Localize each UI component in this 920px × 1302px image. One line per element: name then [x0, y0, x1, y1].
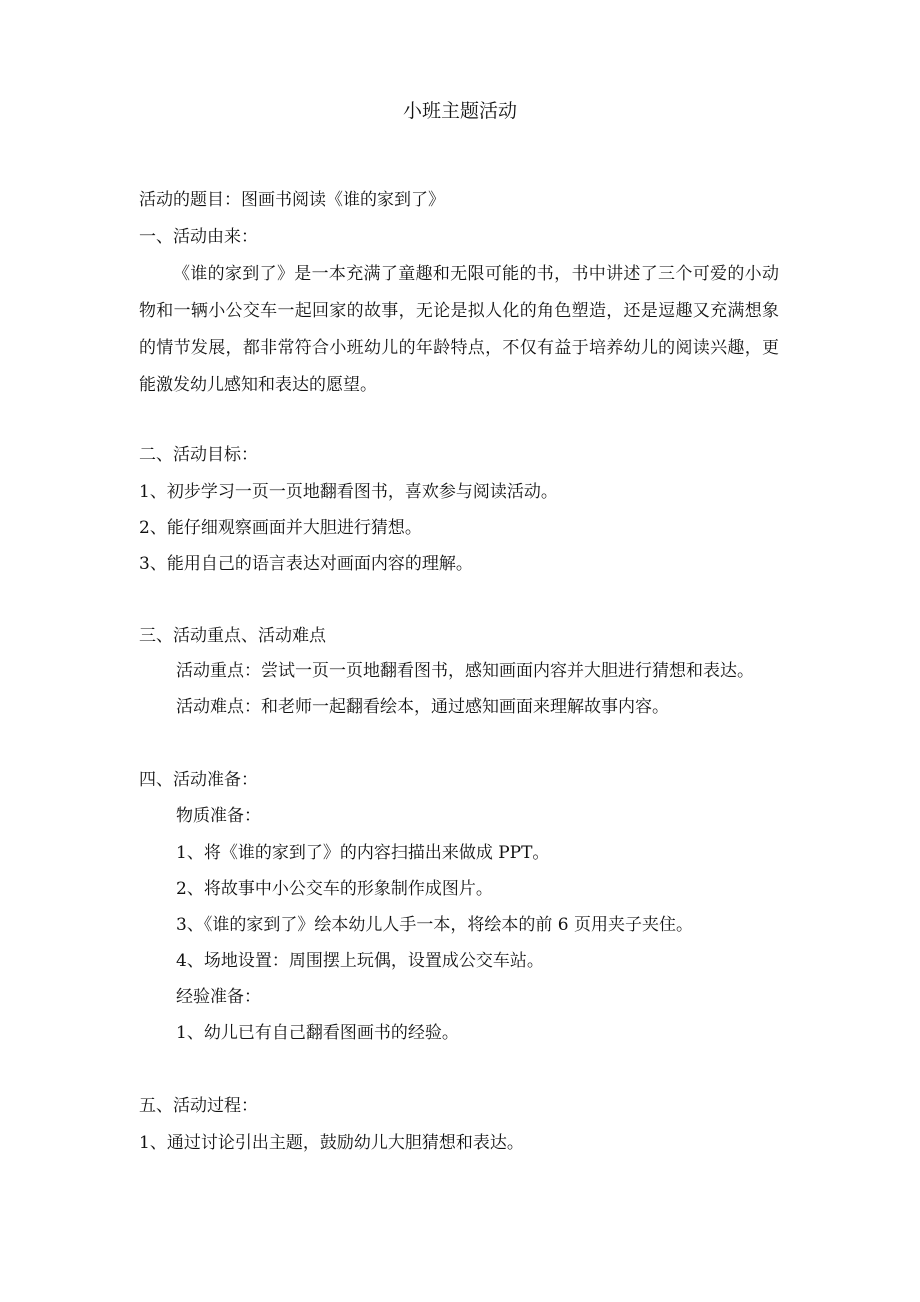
- process-item: 1、通过讨论引出主题，鼓励幼儿大胆猜想和表达。: [139, 1133, 524, 1153]
- goal-item: 2、能仔细观察画面并大胆进行猜想。: [139, 518, 422, 538]
- difficulty-point: 活动难点：和老师一起翻看绘本，通过感知画面来理解故事内容。: [176, 697, 669, 717]
- section-4-heading: 四、活动准备：: [139, 770, 258, 790]
- activity-topic: 活动的题目：图画书阅读《谁的家到了》: [139, 190, 445, 210]
- section-1-heading: 一、活动由来：: [139, 227, 258, 247]
- section-1-body: 《谁的家到了》是一本充满了童趣和无限可能的书，书中讲述了三个可爱的小动物和一辆小公交车一起回家的故事，无论是拟人化的角色塑造，还是逗趣又充满想象的情节发展，都非常符合小班幼儿的年龄特点，不仅有益于培养幼儿的阅读兴趣，更能激发幼儿感知和表达的愿望。: [139, 264, 779, 395]
- material-prep-heading: 物质准备：: [176, 806, 261, 826]
- section-2-heading: 二、活动目标：: [139, 445, 258, 465]
- material-item: 4、场地设置：周围摆上玩偶，设置成公交车站。: [176, 951, 544, 971]
- material-item: 1、将《谁的家到了》的内容扫描出来做成 PPT。: [176, 843, 550, 863]
- goal-item: 1、初步学习一页一页地翻看图书，喜欢参与阅读活动。: [139, 482, 558, 502]
- section-5-heading: 五、活动过程：: [139, 1096, 258, 1116]
- goal-item: 3、能用自己的语言表达对画面内容的理解。: [139, 554, 473, 574]
- material-item: 2、将故事中小公交车的形象制作成图片。: [176, 879, 493, 899]
- experience-item: 1、幼儿已有自己翻看图画书的经验。: [176, 1023, 459, 1043]
- experience-prep-heading: 经验准备：: [176, 987, 261, 1007]
- material-item: 3、《谁的家到了》绘本幼儿人手一本，将绘本的前 6 页用夹子夹住。: [176, 915, 693, 935]
- key-point: 活动重点：尝试一页一页地翻看图书，感知画面内容并大胆进行猜想和表达。: [176, 661, 754, 681]
- document-title: 小班主题活动: [402, 100, 517, 122]
- section-3-heading: 三、活动重点、活动难点: [139, 626, 326, 646]
